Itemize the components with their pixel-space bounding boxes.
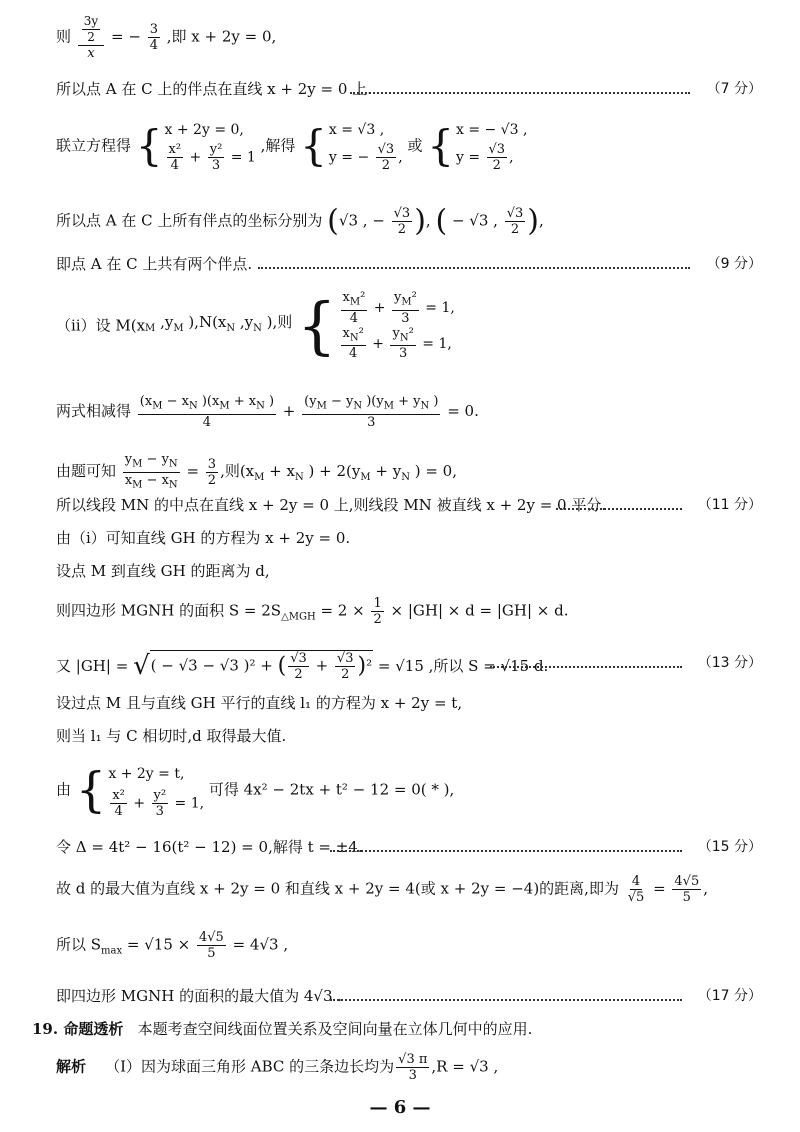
eq-line-1: 则 $\frac{\frac{3y}{2}}{x}$ = − $\frac{3}{4}$ ,即 x + 2y = 0,: [56, 14, 277, 61]
text-line-15: 则当 l₁ 与 C 相切时,d 取得最大值.: [56, 727, 287, 745]
analysis-line: 解析 （Ⅰ）因为球面三角形 ABC 的三条边长均为 $\frac{√3 \pi}{3}$ ,R = √3 ,: [56, 1052, 499, 1083]
score-9: （9 分）: [706, 256, 762, 272]
eq-line-3: 联立方程得 { x + 2y = 0, $\frac{\text{x²}}{4}$ + $\frac{\text{y²}}{3}$ = 1 ,解得 { x = √3 , y = − $\frac{√3}{2}$ , 或 { x = − √3 , y = $\frac{√3}{2}$ ,: [56, 120, 528, 173]
text-line-10: 由（ⅰ）可知直线 GH 的方程为 x + 2y = 0.: [56, 529, 351, 547]
score-13: （13 分）: [697, 655, 762, 671]
text-line-9: 所以线段 MN 的中点在直线 x + 2y = 0 上,则线段 MN 被直线 x + 2y = 0 平分.: [56, 496, 607, 514]
eq-line-16: 由 { x + 2y = t, $\frac{\text{x²}}{4}$ + $\frac{\text{y²}}{3}$ = 1, 可得 4x² − 2tx + t² − 12 = 0( * ),: [56, 761, 455, 819]
eq-line-12: 则四边形 MGNH 的面积 $S = 2S_{\triangle MGH} = 2$ × $\frac{1}{2}$ × |GH| × d = |GH| × d.: [56, 596, 569, 627]
score-11: （11 分）: [697, 497, 762, 513]
score-17: （17 分）: [697, 988, 762, 1004]
section-19-label: 19. 命题透析: [32, 1020, 124, 1038]
eq-line-8: 由题可知 $\frac{y_M - y_N}{x_M - x_N}$ = $\frac{3}{2}$ ,则($x_M + x_N$ ) + $2(y_M + y_N$ ) = 0,: [56, 452, 457, 491]
slope-fraction: $\frac{\frac{3y}{2}}{x}$: [78, 14, 104, 61]
eq-line-18: 故 d 的最大值为直线 x + 2y = 0 和直线 x + 2y = 4(或 x + 2y = −4)的距离,即为 $\frac{4}{√5}$ = $\frac{4√5}{5}$ ,: [56, 874, 709, 905]
eq-line-13: 又 |GH| = √( − √3 − √3 )² + ( $\frac{√3}{2}$ + $\frac{√3}{2}$ )² = √15 ,所以 S = √15 d.: [56, 651, 549, 682]
score-15: （15 分）: [697, 839, 762, 855]
text-line-14: 设过点 M 且与直线 GH 平行的直线 l₁ 的方程为 x + 2y = t,: [56, 694, 463, 712]
analysis-label: 解析: [56, 1057, 87, 1076]
page-number: — 6 —: [369, 1097, 431, 1118]
text-line-5: 即点 A 在 C 上共有两个伴点.: [56, 255, 253, 273]
text-line-20: 即四边形 MGNH 的面积的最大值为 4√3 .: [56, 987, 343, 1005]
eq-line-19: 所以 $S_{max} = √15$ × $\frac{4√5}{5}$ = 4√3 ,: [56, 930, 289, 961]
text-line-17: 令 Δ = 4t² − 16(t² − 12) = 0,解得 t = ±4.: [56, 838, 363, 856]
section-19-heading: 19. 命题透析 本题考查空间线面位置关系及空间向量在立体几何中的应用.: [32, 1020, 533, 1038]
text-line-4: 所以点 A 在 C 上所有伴点的坐标分别为 (√3 , − $\frac{√3}{2}$ ), ( − √3 , $\frac{√3}{2}$ ),: [56, 203, 544, 239]
eq-line-7: 两式相减得 $\frac{(x_M - x_N )(x_M + x_N )}{4}$ + $\frac{(y_M - y_N )(y_M + y_N )}{3}$ = 0.: [56, 394, 479, 430]
eq-line-6: （ⅱ）设 $M(x_M$ $,y_M$ )$,N(x_N$ $,y_N$ ),则 { $\frac{x_M^2}{4}$ + $\frac{y_M^2}{3}$ = 1, $\frac{x_N^2}{4}$ + $\frac{y_N^2}{3}$ = 1,: [56, 288, 455, 362]
text-line-2: 所以点 A 在 C 上的伴点在直线 x + 2y = 0 上.: [56, 80, 372, 98]
text-line-11: 设点 M 到直线 GH 的距离为 d,: [56, 562, 270, 580]
score-7: （7 分）: [706, 81, 762, 97]
